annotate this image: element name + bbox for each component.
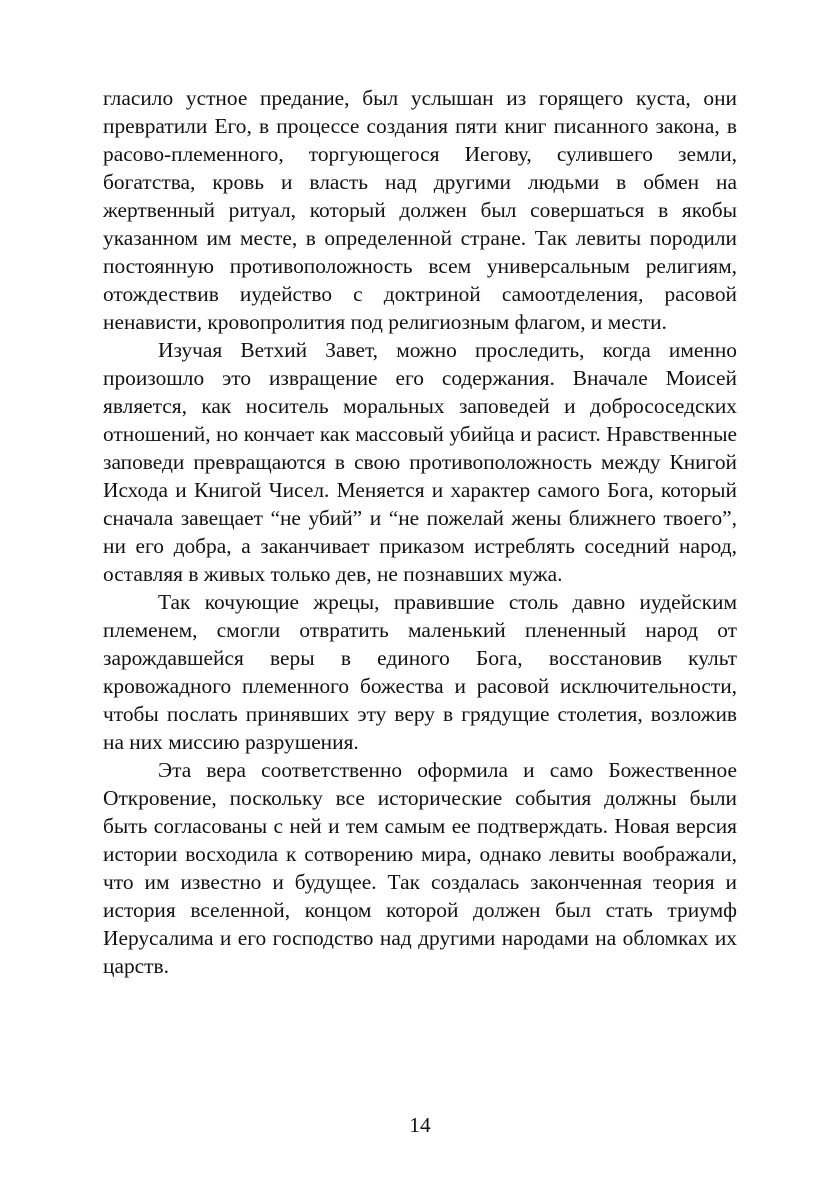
paragraph-3: Так кочующие жрецы, правившие столь давно иудейским племенем, смогли отвратить маленький плененный народ от зарождавшейся веры в единого Бога, восстановив культ кровожадного племенного божества и расовой исключительности, чтобы послать принявших эту веру в грядущие столетия, возложив на них миссию разрушения. [103,590,737,754]
paragraph-4: Эта вера соответственно оформила и само Божественное Откровение, поскольку все исторические события должны были быть согласованы с ней и тем самым ее подтверждать. Новая версия истории восходила к сотворению мира, однако левиты воображали, что им известно и будущее. Так создалась законченная теория и история вселенной, концом которой должен был стать триумф Иерусалима и его господство над другими народами на обломках их царств. [103,758,737,978]
page-number: 14 [409,1113,431,1137]
paragraph-1: гласило устное предание, был услышан из горящего куста, они превратили Его, в процессе создания пяти книг писанного закона, в расово-племенного, торгующегося Иегову, сулившего земли, богатства, кровь и власть над другими людьми в обмен на жертвенный ритуал, который должен был совершаться в якобы указанном им месте, в определенной стране. Так левиты породили постоянную противоположность всем универсальным религиям, отождествив иудейство с доктриной самоотделения, расовой ненависти, кровопролития под религиозным флагом, и мести. [103,86,737,334]
paragraph-2: Изучая Ветхий Завет, можно проследить, когда именно произошло это извращение его содержания. Вначале Моисей является, как носитель моральных заповедей и добрососедских отношений, но кончает как массовый убийца и расист. Нравственные заповеди превращаются в свою противоположность между Книгой Исхода и Книгой Чисел. Меняется и характер самого Бога, который сначала завещает “не убий” и “не пожелай жены ближнего твоего”, ни его добра, а заканчивает приказом истреблять соседний народ, оставляя в живых только дев, не познавших мужа. [103,338,737,586]
page-body [103,84,737,980]
